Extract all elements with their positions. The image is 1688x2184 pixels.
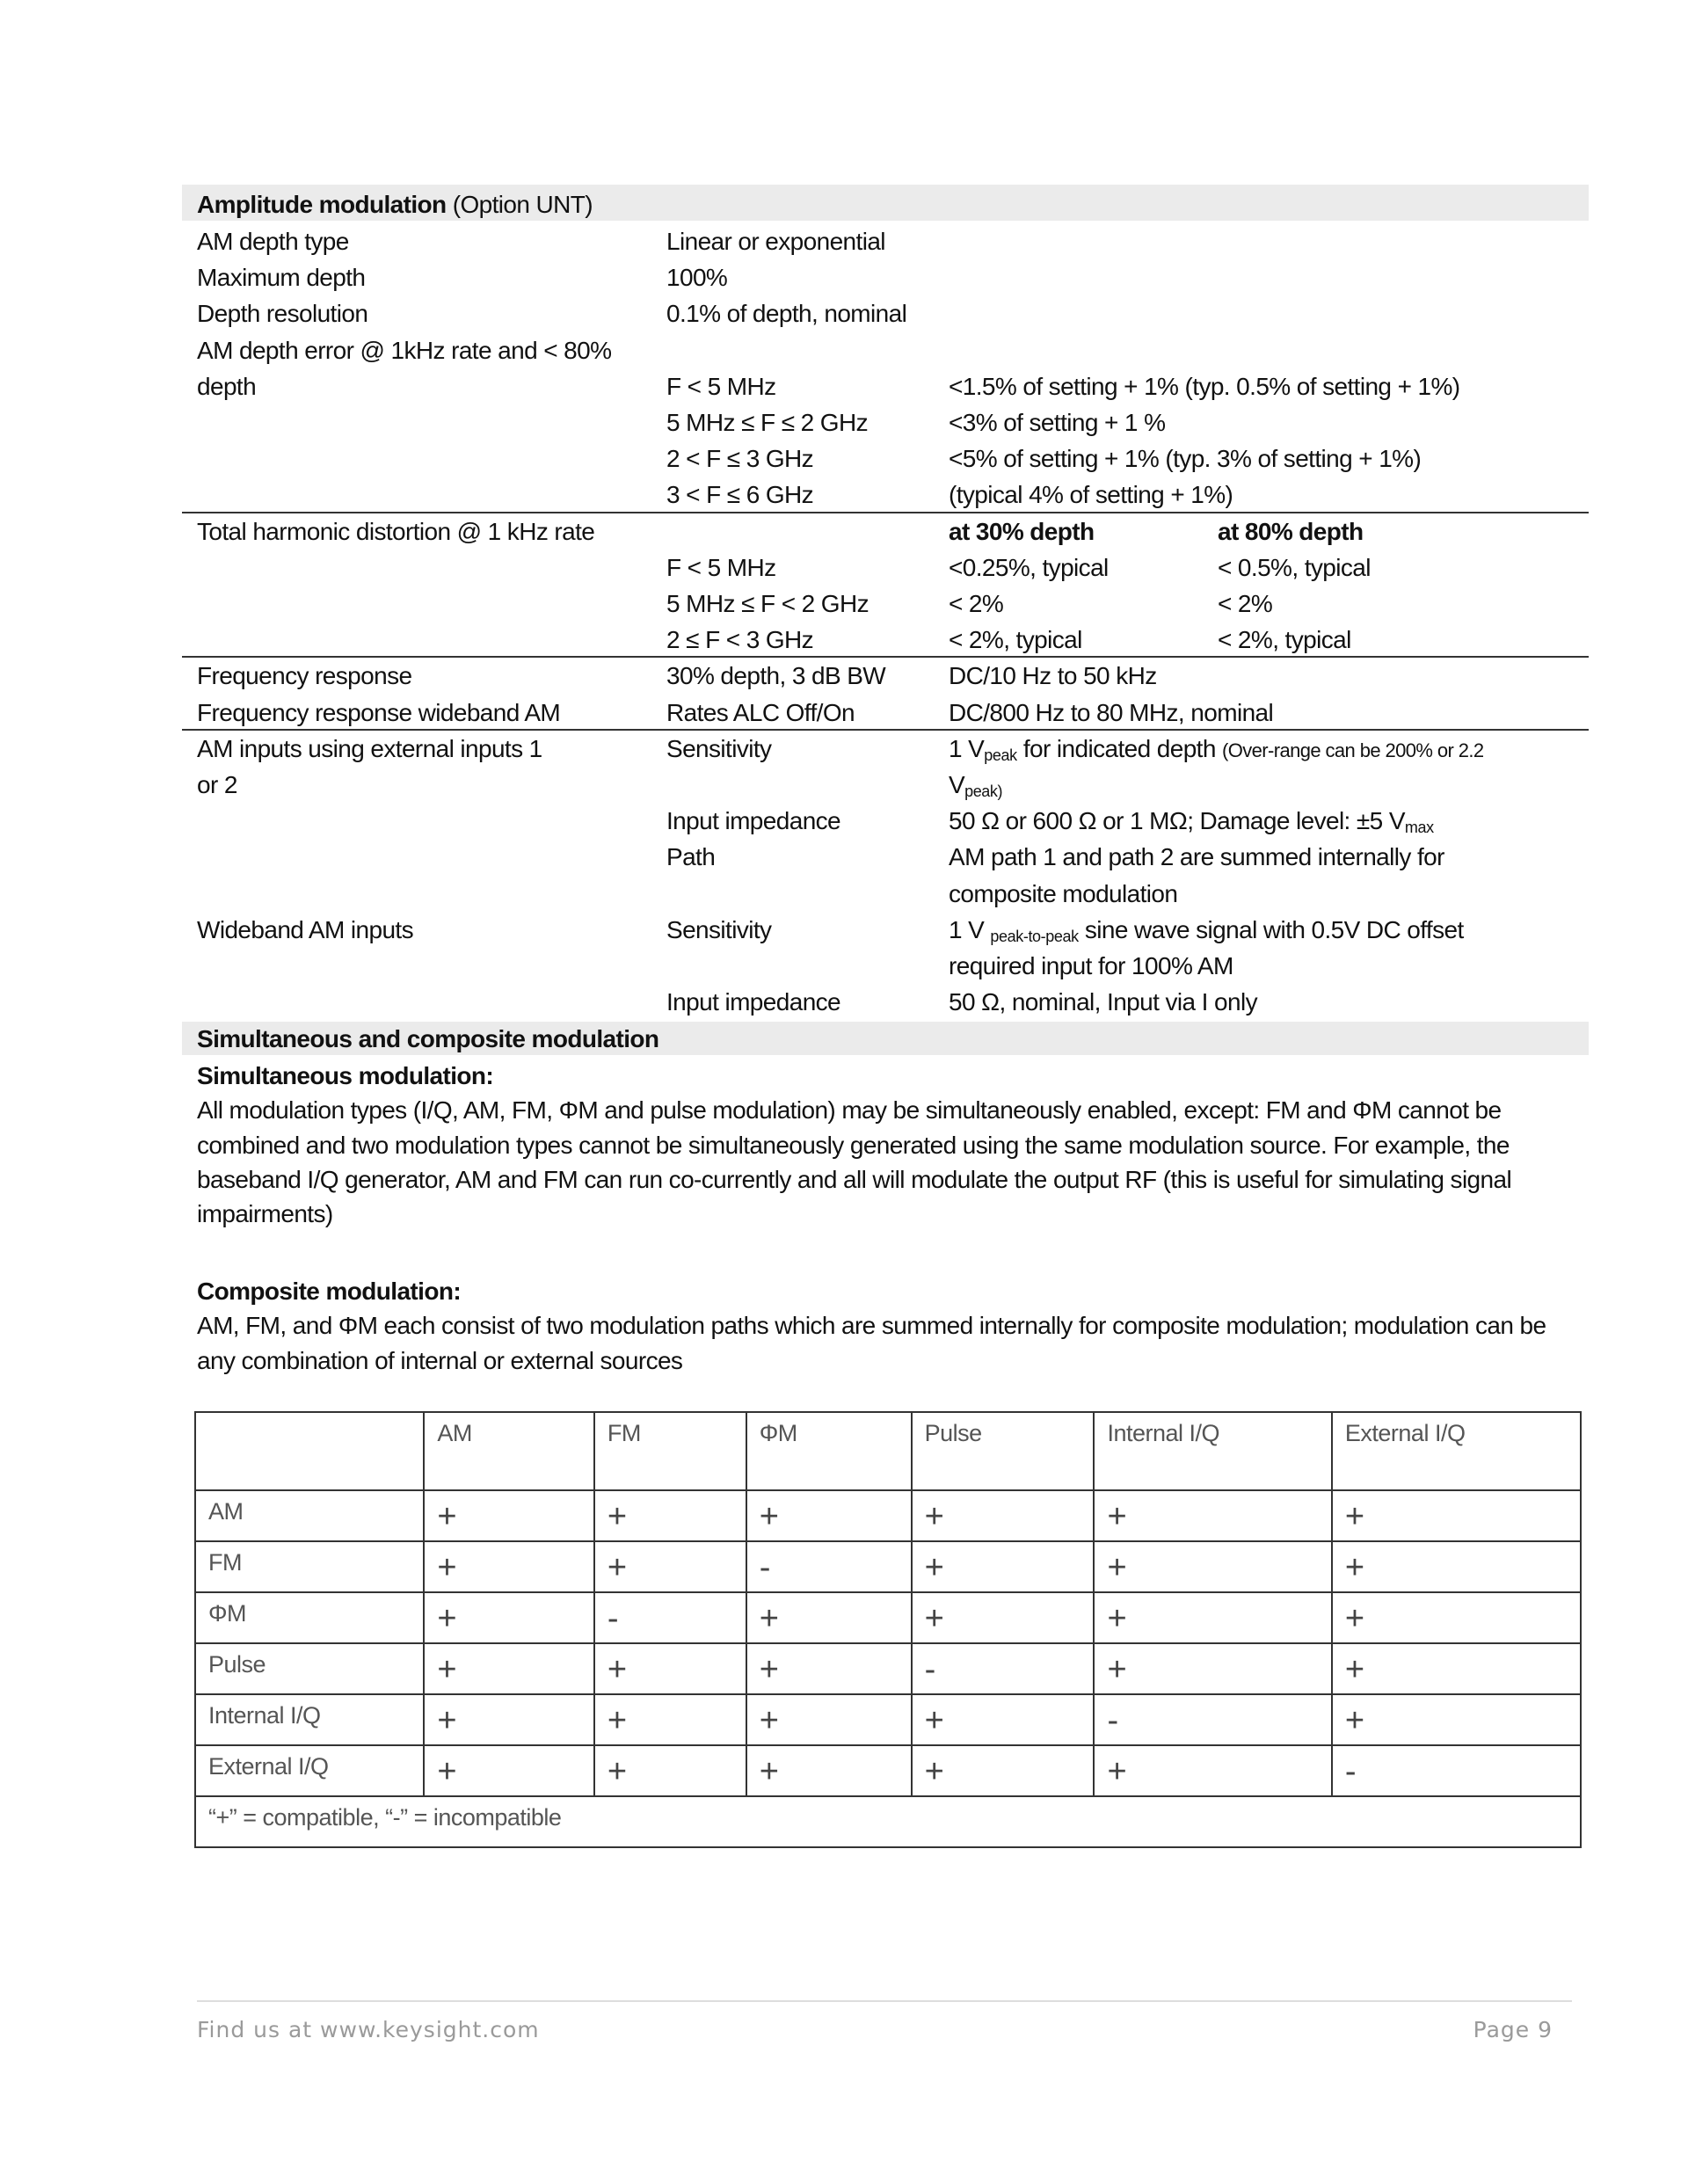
spec-value-text: < 2%, typical <box>949 626 1082 654</box>
compatible-mark: + <box>424 1643 594 1694</box>
spec-condition-text: 30% depth, 3 dB BW <box>666 662 886 690</box>
spec-row <box>182 404 1589 440</box>
spec-label-text: Depth resolution <box>197 300 368 328</box>
spec-condition <box>666 550 776 586</box>
column-header: External I/Q <box>1332 1412 1581 1490</box>
spec-row <box>182 440 1589 477</box>
spec-condition-text: F < 5 MHz <box>666 553 776 581</box>
spec-label-text: Maximum depth <box>197 264 366 292</box>
spec-condition <box>666 440 813 477</box>
spec-condition-text: Input impedance <box>666 807 841 835</box>
compatible-mark: + <box>1332 1592 1581 1643</box>
spec-condition <box>666 586 869 622</box>
compatible-mark: + <box>594 1490 746 1541</box>
spec-condition <box>666 477 813 513</box>
spec-condition-text: Sensitivity <box>666 734 772 762</box>
spec-label <box>197 259 365 295</box>
composite-title: Composite modulation: <box>197 1278 462 1305</box>
spec-row <box>182 839 1589 875</box>
spec-value-text: < 2% <box>1218 590 1273 617</box>
row-label: External I/Q <box>195 1745 424 1796</box>
am-section-header <box>182 186 1589 222</box>
compatible-mark: + <box>912 1592 1095 1643</box>
compatible-mark: + <box>594 1694 746 1745</box>
spec-label <box>197 223 349 259</box>
table-row <box>195 1694 1581 1745</box>
compatible-mark: + <box>1094 1745 1331 1796</box>
spec-value-text: <1.5% of setting + 1% (typ. 0.5% of setting + 1%) <box>949 372 1460 400</box>
compatible-mark: + <box>1332 1541 1581 1592</box>
compatible-mark: + <box>594 1745 746 1796</box>
spec-label <box>197 695 560 731</box>
spec-value-2 <box>1218 550 1371 586</box>
table-row <box>195 1490 1581 1541</box>
incompatible-mark: - <box>594 1592 746 1643</box>
spec-condition-text: 0.1% of depth, nominal <box>666 300 907 328</box>
incompatible-mark: - <box>746 1541 912 1592</box>
subscript: peak <box>984 746 1017 764</box>
spec-condition-text: Rates ALC Off/On <box>666 698 855 726</box>
spec-condition <box>666 223 885 259</box>
spec-label-text: AM depth error @ 1kHz rate and < 80% <box>197 336 612 364</box>
compatible-mark: + <box>1332 1643 1581 1694</box>
compatible-mark: + <box>424 1592 594 1643</box>
compatible-mark: + <box>1332 1694 1581 1745</box>
spec-value <box>949 948 1233 984</box>
spec-value <box>949 839 1444 875</box>
spec-value <box>949 984 1257 1020</box>
subscript: max <box>1404 819 1434 837</box>
spec-condition-text: 2 < F ≤ 3 GHz <box>666 445 814 473</box>
table-row <box>195 1541 1581 1592</box>
table-row <box>195 1745 1581 1796</box>
spec-value-text: DC/800 Hz to 80 MHz, nominal <box>949 698 1274 726</box>
spec-value <box>949 440 1421 477</box>
compatible-mark: + <box>912 1490 1095 1541</box>
spec-value-text: composite modulation <box>949 879 1178 907</box>
spec-value-text: sine wave signal with 0.5V DC offset <box>1078 915 1464 943</box>
column-header: Internal I/Q <box>1094 1412 1331 1490</box>
am-section-title: Amplitude modulation <box>197 191 447 218</box>
compatible-mark: + <box>746 1592 912 1643</box>
spec-value-text: DC/10 Hz to 50 kHz <box>949 662 1157 690</box>
spec-value-text: AM path 1 and path 2 are summed internally for <box>949 843 1444 871</box>
spec-condition-text: Sensitivity <box>666 915 772 943</box>
row-label: ΦM <box>195 1592 424 1643</box>
spec-condition <box>666 695 855 731</box>
subscript: peak) <box>964 783 1003 800</box>
spec-value <box>949 586 1003 622</box>
spec-value-text: 1 V <box>949 734 985 762</box>
spec-row <box>182 295 1589 331</box>
spec-condition-text: 100% <box>666 264 728 292</box>
spec-condition <box>666 912 771 948</box>
spec-label-text: depth <box>197 372 257 400</box>
spec-label-text: Wideband AM inputs <box>197 915 414 943</box>
row-label: AM <box>195 1490 424 1541</box>
spec-label <box>197 731 542 767</box>
compatible-mark: + <box>1094 1541 1331 1592</box>
compatible-mark: + <box>1094 1643 1331 1694</box>
compatible-mark: + <box>424 1694 594 1745</box>
am-section-option: (Option UNT) <box>446 191 593 218</box>
spec-row <box>182 984 1589 1020</box>
spec-value-text: 1 V <box>949 915 991 943</box>
table-row <box>195 1643 1581 1694</box>
compatibility-table <box>194 1411 1582 1848</box>
compatible-mark: + <box>594 1541 746 1592</box>
spec-value <box>949 550 1109 586</box>
spec-row <box>182 912 1589 948</box>
spec-row <box>182 767 1589 803</box>
column-header: FM <box>594 1412 746 1490</box>
spec-value <box>949 658 1157 694</box>
spec-value-text: required input for 100% AM <box>949 952 1233 979</box>
compatible-mark: + <box>424 1490 594 1541</box>
spec-label <box>197 912 413 948</box>
compatible-mark: + <box>424 1541 594 1592</box>
spec-row <box>182 223 1589 259</box>
spec-condition-text: 5 MHz ≤ F ≤ 2 GHz <box>666 409 869 436</box>
spec-value-text: 50 Ω, nominal, Input via I only <box>949 988 1257 1016</box>
spec-label-text: or 2 <box>197 771 237 798</box>
spec-row <box>182 332 1589 368</box>
spec-value <box>949 622 1082 658</box>
spec-value-text: for indicated depth <box>1016 734 1223 762</box>
spec-condition <box>666 295 906 331</box>
spec-condition <box>666 658 885 694</box>
compatible-mark: + <box>594 1643 746 1694</box>
spec-value-text: (typical 4% of setting + 1%) <box>949 481 1233 509</box>
spec-row <box>182 368 1589 404</box>
spec-value <box>949 404 1165 440</box>
spec-value <box>949 368 1460 404</box>
footer-website: Find us at www.keysight.com <box>197 2017 540 2042</box>
composite-text: AM, FM, and ΦM each consist of two modulation paths which are summed internally for composite modulation; modulation can be any combination of internal or external sources <box>197 1312 1546 1374</box>
spec-row <box>182 259 1589 295</box>
spec-value-text: < 0.5%, typical <box>1218 553 1371 581</box>
compatible-mark: + <box>746 1745 912 1796</box>
spec-label <box>197 332 611 368</box>
spec-condition-text: 5 MHz ≤ F < 2 GHz <box>666 590 869 617</box>
row-label: FM <box>195 1541 424 1592</box>
spec-row <box>182 876 1589 912</box>
column-header: ΦM <box>746 1412 912 1490</box>
spec-condition-text: 3 < F ≤ 6 GHz <box>666 481 814 509</box>
spec-condition <box>666 984 840 1020</box>
table-legend: “+” = compatible, “-” = incompatible <box>195 1796 1581 1847</box>
spec-label <box>197 368 256 404</box>
row-label: Internal I/Q <box>195 1694 424 1745</box>
spec-label-text: Frequency response <box>197 662 412 690</box>
subscript: peak-to-peak <box>990 927 1079 945</box>
spec-row <box>182 731 1589 767</box>
spec-value-text: 50 Ω or 600 Ω or 1 MΩ; Damage level: ±5 V <box>949 807 1405 835</box>
spec-row <box>182 948 1589 984</box>
spec-condition <box>666 622 813 658</box>
spec-value-text: < 2% <box>949 590 1004 617</box>
spec-value-2 <box>1218 513 1364 550</box>
sim-section-header <box>182 1021 1589 1057</box>
spec-row <box>182 477 1589 513</box>
spec-label-text: Frequency response wideband AM <box>197 698 561 726</box>
composite-block <box>197 1274 1586 1378</box>
spec-row <box>182 695 1589 731</box>
spec-value-2 <box>1218 586 1272 622</box>
spec-note: (Over-range can be 200% or 2.2 <box>1222 739 1484 761</box>
spec-value-text: V <box>949 771 965 798</box>
compatible-mark: + <box>1332 1490 1581 1541</box>
spec-condition <box>666 259 727 295</box>
compatible-mark: + <box>746 1643 912 1694</box>
spec-value-text: <5% of setting + 1% (typ. 3% of setting + 1%) <box>949 445 1422 473</box>
spec-value-text: <3% of setting + 1 % <box>949 409 1166 436</box>
spec-row <box>182 803 1589 839</box>
spec-row <box>182 550 1589 586</box>
simultaneous-block <box>197 1059 1586 1231</box>
spec-value <box>949 695 1273 731</box>
table-header-row <box>195 1412 1581 1490</box>
compatible-mark: + <box>746 1490 912 1541</box>
column-header: Pulse <box>912 1412 1095 1490</box>
spec-row <box>182 586 1589 622</box>
spec-label <box>197 513 594 550</box>
sim-section-title: Simultaneous and composite modulation <box>197 1025 659 1052</box>
spec-label-text: AM inputs using external inputs 1 <box>197 734 542 762</box>
spec-row <box>182 622 1589 658</box>
column-heading: at 80% depth <box>1218 517 1364 545</box>
spec-condition-text: Input impedance <box>666 988 841 1016</box>
footer-divider <box>197 2000 1572 2002</box>
spec-condition-text: 2 ≤ F < 3 GHz <box>666 626 814 654</box>
spec-condition-text: Path <box>666 843 716 871</box>
spec-condition-text: F < 5 MHz <box>666 372 776 400</box>
compatible-mark: + <box>912 1541 1095 1592</box>
footer-page-number: Page 9 <box>1473 2017 1553 2042</box>
spec-condition <box>666 404 868 440</box>
spec-label <box>197 767 237 803</box>
incompatible-mark: - <box>912 1643 1095 1694</box>
compatible-mark: + <box>1094 1592 1331 1643</box>
spec-value-2 <box>1218 622 1351 658</box>
column-heading: at 30% depth <box>949 517 1095 545</box>
spec-label <box>197 295 367 331</box>
simultaneous-text: All modulation types (I/Q, AM, FM, ΦM and pulse modulation) may be simultaneously enabled, except: FM and ΦM cannot be combined and two modulation types cannot be simultaneously generated using the same modulation source. For example, the baseband I/Q generator, AM and FM can run co-currently and all will modulate the output RF (this is useful for simulating signal impairments) <box>197 1096 1512 1228</box>
row-label: Pulse <box>195 1643 424 1694</box>
spec-label-text: Total harmonic distortion @ 1 kHz rate <box>197 517 595 545</box>
spec-condition-text: Linear or exponential <box>666 228 885 255</box>
spec-value-text: <0.25%, typical <box>949 553 1109 581</box>
column-header: AM <box>424 1412 594 1490</box>
compatible-mark: + <box>912 1694 1095 1745</box>
spec-condition <box>666 803 840 839</box>
compatible-mark: + <box>1094 1490 1331 1541</box>
column-header <box>195 1412 424 1490</box>
spec-value-text: < 2%, typical <box>1218 626 1351 654</box>
spec-value <box>949 477 1233 513</box>
table-row <box>195 1592 1581 1643</box>
simultaneous-title: Simultaneous modulation: <box>197 1062 494 1089</box>
incompatible-mark: - <box>1332 1745 1581 1796</box>
spec-value <box>949 876 1177 912</box>
compatible-mark: + <box>912 1745 1095 1796</box>
spec-value <box>949 513 1095 550</box>
compatible-mark: + <box>746 1694 912 1745</box>
spec-condition <box>666 368 776 404</box>
spec-row <box>182 658 1589 694</box>
spec-label <box>197 658 411 694</box>
spec-label-text: AM depth type <box>197 228 349 255</box>
compatible-mark: + <box>424 1745 594 1796</box>
incompatible-mark: - <box>1094 1694 1331 1745</box>
spec-condition <box>666 731 771 767</box>
spec-condition <box>666 839 715 875</box>
spec-row <box>182 513 1589 550</box>
